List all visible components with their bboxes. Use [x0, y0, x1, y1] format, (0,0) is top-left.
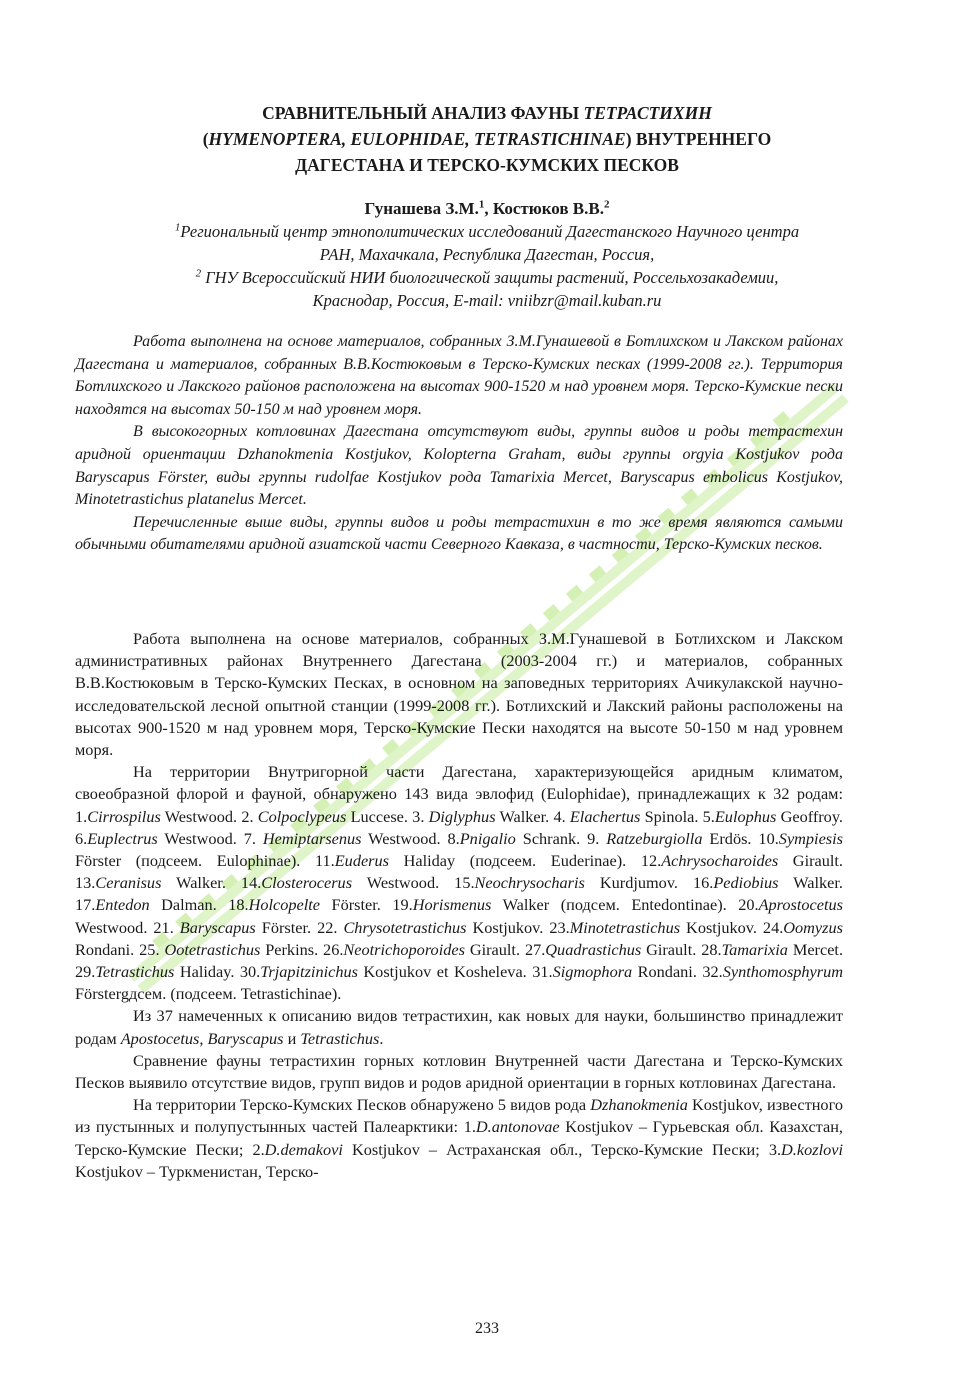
text-run: Förster (подсеем. Eulophinae). 11.: [75, 851, 335, 871]
text-run: Walker. 4.: [495, 806, 570, 826]
text-run: Förster. 19.: [320, 895, 413, 915]
taxon-name: Holcopelte: [248, 895, 321, 915]
taxon-name: Dzhanokmenia: [590, 1095, 688, 1115]
text-run: Girault. 27.: [464, 939, 546, 959]
taxon-name: Neotrichoporoides: [343, 939, 465, 959]
taxon-name: Ceranisus: [95, 873, 162, 893]
text-run: Girault. 28.: [641, 939, 722, 959]
text-run: и: [283, 1028, 301, 1048]
taxon-name: Tamarixia: [721, 939, 788, 959]
text-run: Haliday. 30.: [174, 962, 261, 982]
taxon-name: Minotetrastichus: [569, 917, 681, 937]
text-run: Walker (подсем. Entedontinae). 20.: [491, 895, 759, 915]
taxon-name: Pediobius: [713, 873, 779, 893]
text-run: Kurdjumov. 16.: [584, 873, 714, 893]
body-text: [75, 628, 843, 1183]
text-run: На территории Внутригорной части Дагестана, характеризующейся аридным климатом, своеобразной флорой и фауной, обнаружено 143 вида эвлофид (Eulophidae), принадлежащих к 32 родам: 1.: [75, 762, 843, 826]
taxon-name: D.kozlovi: [781, 1139, 843, 1159]
title-line-3: ДАГЕСТАНА И ТЕРСКО-КУМСКИХ ПЕСКОВ: [295, 155, 679, 175]
taxon-name: Euderus: [334, 851, 389, 871]
text-run: Mercet. 29.: [75, 939, 844, 982]
taxon-name: Sigmophora: [552, 962, 633, 982]
body-paragraph-3: [75, 1005, 843, 1049]
text-run: Perkins. 26.: [260, 939, 344, 959]
taxon-name: Trjapitzinichus: [260, 962, 358, 982]
taxon-name: D.antonovae: [475, 1117, 560, 1137]
text-run: Kostjukov – Гурьевская обл. Казахстан, Терско-Кумские Пески; 2.: [75, 1117, 843, 1159]
paper-title: [100, 100, 874, 178]
text-run: Westwood. 21.: [75, 917, 180, 937]
taxon-name: Synthomosphyrum: [722, 962, 844, 982]
taxon-name: Ratzeburgiolla: [606, 828, 703, 848]
taxon-name: Cirrospilus: [87, 806, 161, 826]
taxon-name: Colpoclypeus: [257, 806, 347, 826]
taxon-name: Aprostocetus: [758, 895, 843, 915]
affiliation-line-3: $^2$ ГНУ Всероссийский НИИ биологической защиты растений, Россельхозакадемии,: [195, 267, 779, 287]
text-run: Kostjukov – Астраханская обл., Терско-Кумские Пески; 3.: [342, 1139, 782, 1159]
affiliation-line-1: $^1$Региональный центр этнополитических исследований Дагестанского Научного центра: [174, 221, 800, 241]
taxon-name: Chrysotetrastichus: [343, 917, 467, 937]
taxon-name: Diglyphus: [428, 806, 496, 826]
text-run: Spinola. 5.: [640, 806, 715, 826]
text-run: Westwood. 8.: [361, 828, 460, 848]
text-run: Haliday (подсеем. Euderinae). 12.: [389, 851, 662, 871]
taxon-name: Baryscapus: [179, 917, 256, 937]
taxon-name: Closterocerus: [261, 873, 353, 893]
taxon-name: Pnigalio: [459, 828, 516, 848]
page-number: 233: [475, 1320, 499, 1337]
text-run: Dalman. 18.: [149, 895, 249, 915]
taxon-name: Euplectrus: [87, 828, 158, 848]
taxon-name: Oomyzus: [783, 917, 843, 937]
affiliation-line-4: Краснодар, Россия, E-mail: vniibzr@mail.kuban.ru: [312, 291, 662, 310]
text-run: Kostjukov et Kosheleva. 31.: [357, 962, 553, 982]
taxon-name: Entedon: [95, 895, 150, 915]
abstract-paragraph: Перечисленные выше виды, группы видов и роды тетрастихин в то же время являются самыми обычными обитателями аридной азиатской части Северного Кавказа, в частности, Терско-Кумских песков.: [75, 513, 843, 554]
author-1: Гунашева З.М.: [364, 199, 479, 218]
abstract-paragraph: В высокогорных котловинах Дагестана отсутствуют виды, группы видов и роды тетрастехин аридной ориентации Dzhanokmenia Kostjukov, Kolopterna Graham, виды группы orgyia Kostjukov рода Baryscapus Förster, виды группы rudolfae Kostjukov рода Tamarixia Mercet, Baryscapus embolicus Kostjukov, Minotetrastichus platanelus Mercet.: [75, 423, 843, 509]
taxon-name: Eulophus: [714, 806, 777, 826]
abstract: [75, 331, 843, 557]
text-run: Girault. 13.: [75, 851, 843, 893]
taxon-name: Tetrastichus: [95, 962, 175, 982]
text-run: .: [379, 1028, 384, 1048]
text-run: Westwood. 7.: [157, 828, 263, 848]
taxon-name: Elachertus: [569, 806, 641, 826]
title-line-2: (HYMENOPTERA, EULOPHIDAE, TETRASTICHINAE) ВНУТРЕННЕГО: [202, 129, 772, 149]
text-run: Kostjukov – Туркменистан, Терско-: [75, 1161, 319, 1181]
text-run: Rondani. 32.: [632, 962, 723, 982]
author-2: Костюков В.В.: [492, 199, 604, 218]
affiliations: [80, 220, 894, 312]
body-paragraph-2: [75, 761, 843, 1005]
text-run: Из 37 намеченных к описанию видов тетрастихин, как новых для науки, большинство принадлежит родам: [75, 1006, 843, 1048]
text-run: Erdös. 10.: [702, 828, 779, 848]
text-run: Kostjukov, известного из пустынных и полупустынных частей Палеарктики: 1.: [75, 1095, 843, 1137]
taxon-name: Quadrastichus: [545, 939, 642, 959]
text-run: Luccese. 3.: [346, 806, 429, 826]
taxon-name: Ootetrastichus: [164, 939, 261, 959]
taxon-name: Horismenus: [412, 895, 492, 915]
text-run: Kostjukov. 24.: [680, 917, 784, 937]
text-run: Schrank. 9.: [515, 828, 607, 848]
text-run: Geoffroy. 6.: [75, 806, 843, 848]
text-run: Förster. 22.: [255, 917, 344, 937]
taxon-name: Tetrastichus: [300, 1028, 380, 1048]
body-paragraph-4: Сравнение фауны тетрастихин горных котловин Внутренней части Дагестана и Терско-Кумских Песков выявило отсутствие видов, групп видов и родов аридной ориентации в горных котловинах Дагестана.: [75, 1050, 843, 1093]
body-paragraph-1: Работа выполнена на основе материалов, собранных З.М.Гунашевой в Ботлихском и Лакском административных районах Внутреннего Дагестана (2003-2004 гг.) и материалов, собранных В.В.Костюковым в Терско-Кумских Песках, в основном на заповедных территориях Ачикулакской научно-исследовательской лесной опытной станции (1999-2008 гг.). Ботлихский и Лакский районы расположены на высотах 900-1520 м над уровнем моря, Терско-Кумские Пески находятся на высоте 50-150 м над уровнем моря.: [75, 629, 843, 760]
affiliation-line-2: РАН, Махачкала, Республика Дагестан, Россия,: [319, 245, 655, 264]
taxon-name: Sympiesis: [778, 828, 844, 848]
taxon-name: Apostocetus: [120, 1028, 200, 1048]
text-run: Rondani. 25.: [75, 939, 165, 959]
text-run: ,: [199, 1028, 208, 1048]
taxon-name: Baryscapus: [207, 1028, 284, 1048]
text-run: Förstergдсем. (подсеем. Tetrastichinae).: [75, 984, 342, 1004]
text-run: Kostjukov. 23.: [466, 917, 570, 937]
text-run: На территории Терско-Кумских Песков обнаружено 5 видов рода: [133, 1095, 591, 1115]
body-paragraph-5: [75, 1094, 843, 1183]
taxon-name: Achrysocharoides: [661, 851, 779, 871]
text-run: Walker. 17.: [75, 873, 843, 915]
text-run: Westwood. 2.: [160, 806, 258, 826]
text-run: Westwood. 15.: [352, 873, 475, 893]
taxon-name: D.demakovi: [264, 1139, 343, 1159]
taxon-name: Neochrysocharis: [474, 873, 585, 893]
authors: Гунашева З.М.$^1$, Костюков В.В.$^2$: [364, 198, 610, 218]
text-run: Walker. 14.: [161, 873, 262, 893]
abstract-paragraph: Работа выполнена на основе материалов, собранных З.М.Гунашевой в Ботлихском и Лакском районах Дагестана и материалов, собранных В.В.Костюковым в Терско-Кумских песках (1999-2008 гг.). Территория Ботлихского и Лакского районов расположена на высотах 900-1520 м над уровнем моря. Терско-Кумские пески находятся на высотах 50-150 м над уровнем моря.: [75, 333, 843, 418]
title-line-1: СРАВНИТЕЛЬНЫЙ АНАЛИЗ ФАУНЫ ТЕТРАСТИХИН: [262, 103, 712, 123]
taxon-name: Hemiptarsenus: [262, 828, 362, 848]
